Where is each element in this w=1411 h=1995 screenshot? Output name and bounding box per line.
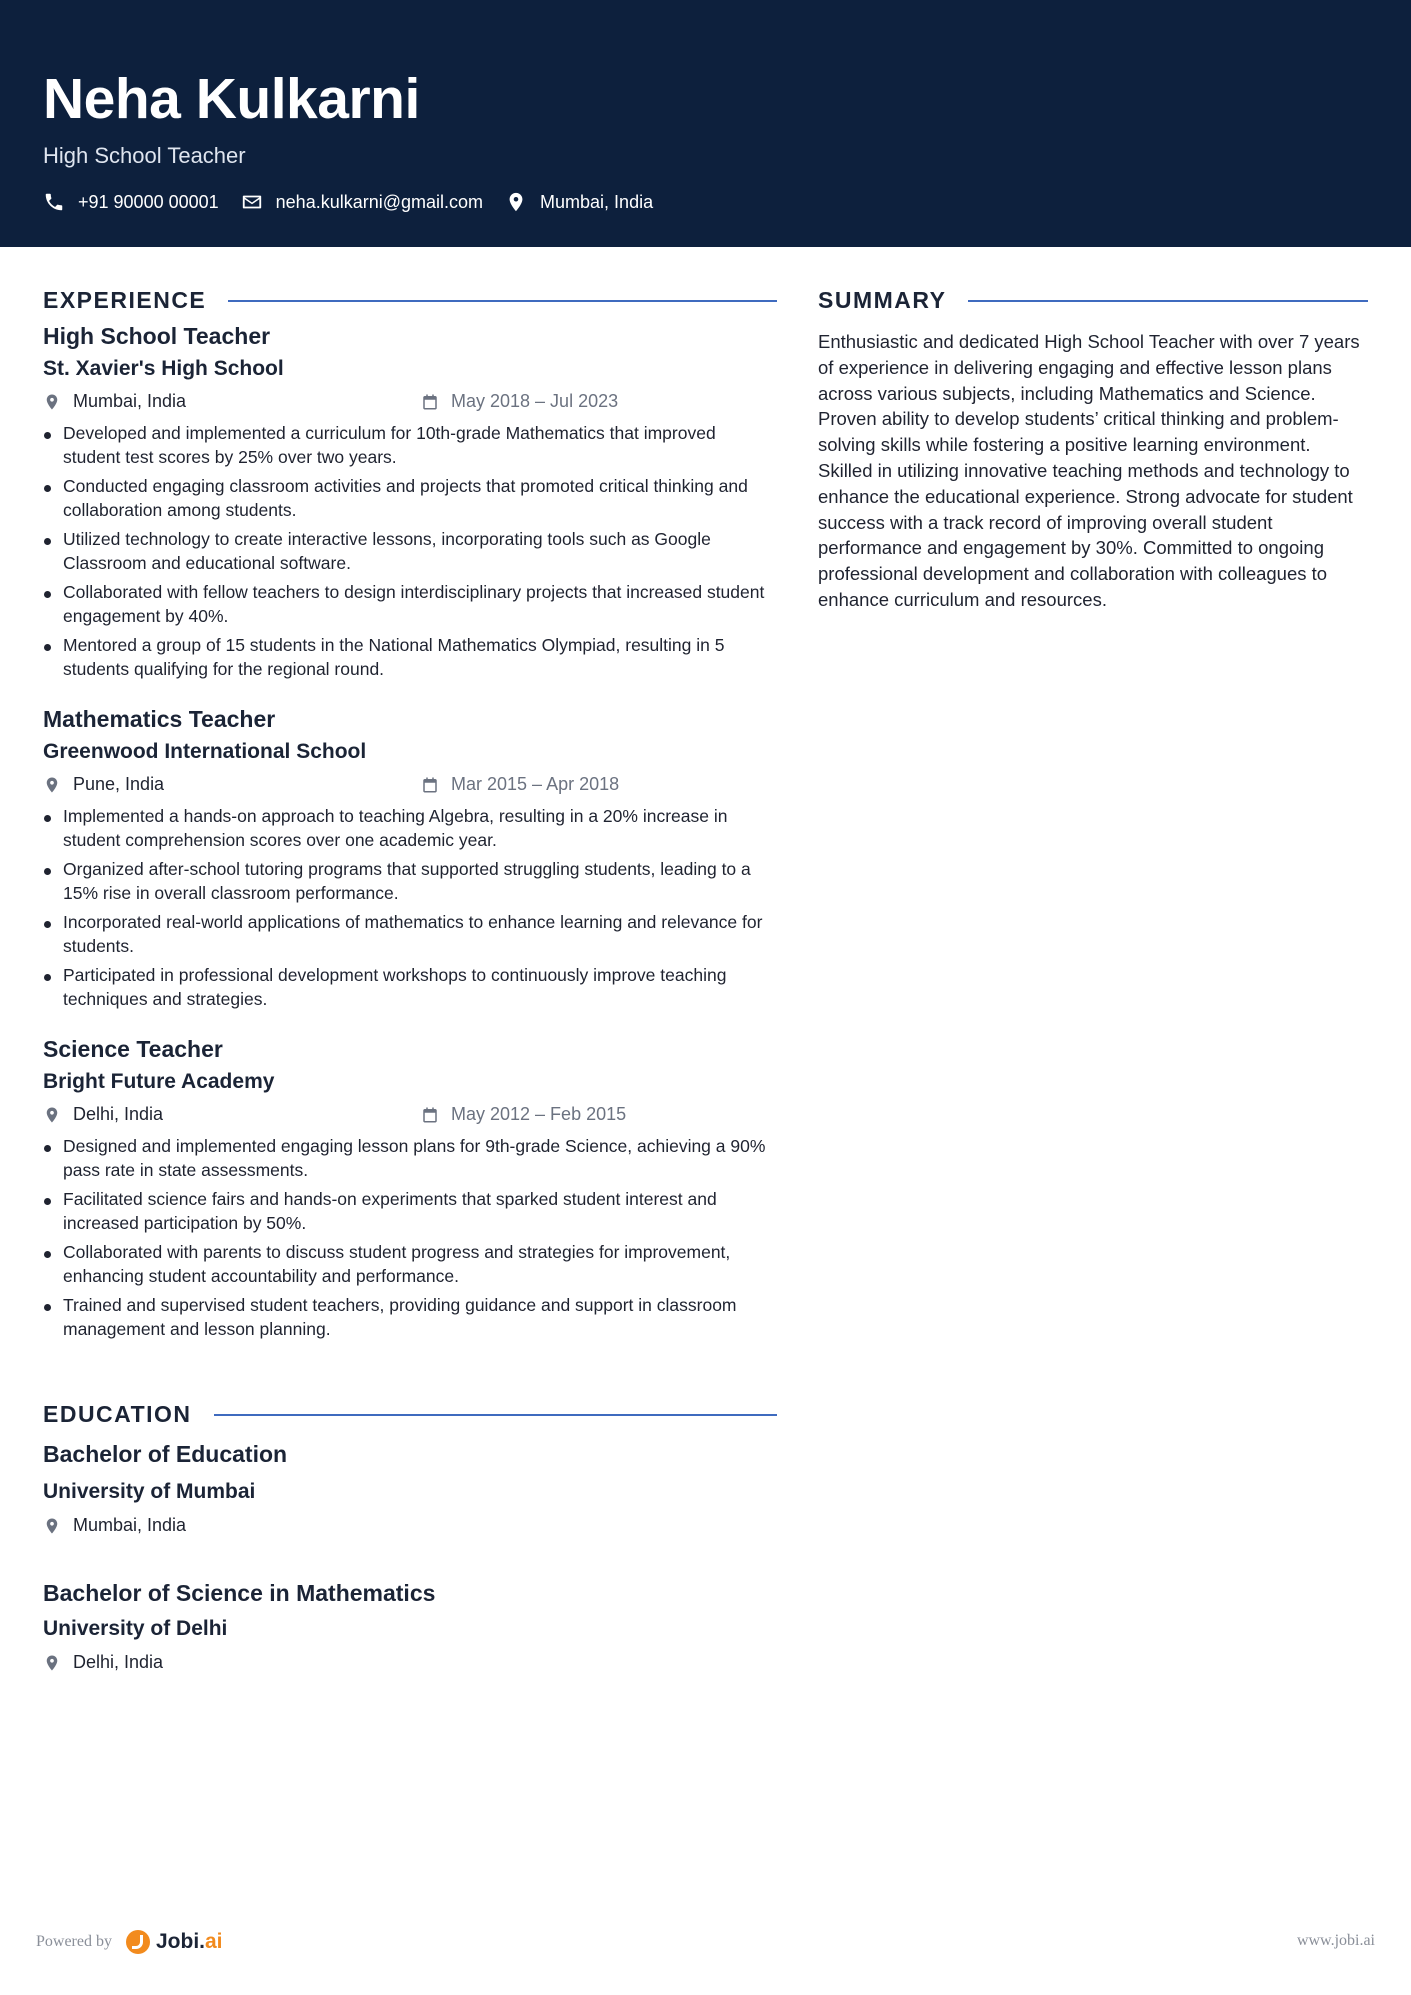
contact-phone [43, 191, 219, 213]
phone-icon [43, 191, 65, 213]
education-location: Mumbai, India [43, 1515, 287, 1536]
bullet-item: Utilized technology to create interactive lessons, incorporating tools such as Google Classroom and educational software. [43, 527, 777, 575]
job-meta [43, 1098, 777, 1134]
job-location: Delhi, India [43, 1104, 163, 1125]
powered-by-text: Powered by [36, 1933, 112, 1950]
job-dates: May 2018 – Jul 2023 [421, 391, 618, 412]
experience-section-heading [43, 287, 777, 314]
calendar-icon [421, 1106, 439, 1124]
education-institution: University of Delhi [43, 1617, 228, 1640]
email-address: neha.kulkarni@gmail.com [275, 191, 484, 212]
education-institution: University of Mumbai [43, 1480, 256, 1503]
map-pin-icon [43, 776, 61, 794]
job-dates: Mar 2015 – Apr 2018 [421, 774, 619, 795]
map-pin-icon [43, 393, 61, 411]
education-degree: Bachelor of Education [43, 1441, 288, 1467]
bullet-item: Conducted engaging classroom activities and projects that promoted critical thinking and collaboration among students. [43, 474, 777, 522]
job-location: Pune, India [43, 774, 164, 795]
candidate-title: High School Teacher [43, 143, 246, 168]
envelope-icon [241, 191, 263, 213]
summary-heading-text: SUMMARY [818, 287, 947, 313]
job-organization: Greenwood International School [43, 740, 367, 763]
job-bullets [43, 421, 777, 681]
bullet-item: Developed and implemented a curriculum for 10th-grade Mathematics that improved student test scores by 25% over two years. [43, 421, 777, 469]
summary-paragraph: Enthusiastic and dedicated High School Teacher with over 7 years of experience in delivering engaging and effective lesson plans across various subjects, including Mathematics and Science. Proven ability to develop students’ critical thinking and problem-solving skills while fostering a positive learning environment. Skilled in utilizing innovative teaching methods and technology to enhance the educational experience. Strong advocate for student success with a track record of improving overall student performance and engagement by 30%. Committed to ongoing professional development and collaboration with colleagues to enhance curriculum and resources. [818, 331, 1360, 610]
map-pin-icon [505, 191, 527, 213]
job-organization: St. Xavier's High School [43, 357, 284, 380]
candidate-name: Neha Kulkarni [43, 67, 420, 131]
job-organization: Bright Future Academy [43, 1070, 275, 1093]
logo-text-accent: ai [205, 1930, 223, 1953]
experience-entry [43, 320, 777, 681]
experience-entry [43, 703, 777, 1011]
website-link[interactable]: www.jobi.ai [1296, 1932, 1375, 1949]
summary-section-heading [818, 287, 1368, 314]
bullet-item: Collaborated with fellow teachers to design interdisciplinary projects that increased student engagement by 40%. [43, 580, 777, 628]
map-pin-icon [43, 1517, 61, 1535]
contact-row [43, 191, 675, 213]
education-entry [43, 1441, 287, 1536]
map-pin-icon [43, 1654, 61, 1672]
resume-header [0, 0, 1411, 247]
logo-text-main: Jobi. [155, 1930, 205, 1953]
education-location: Delhi, India [43, 1652, 435, 1673]
job-bullets [43, 804, 777, 1011]
bullet-item: Facilitated science fairs and hands-on experiments that sparked student interest and increased participation by 50%. [43, 1187, 777, 1235]
jobi-logo-link[interactable] [126, 1930, 223, 1954]
calendar-icon [421, 776, 439, 794]
job-title: Science Teacher [43, 1036, 223, 1062]
bullet-item: Trained and supervised student teachers, providing guidance and support in classroom management and lesson planning. [43, 1293, 777, 1341]
education-heading-text: EDUCATION [43, 1401, 192, 1427]
contact-location [505, 191, 653, 213]
bullet-item: Organized after-school tutoring programs that supported struggling students, leading to a 15% rise in overall classroom performance. [43, 857, 777, 905]
section-divider [214, 1414, 777, 1416]
phone-number: +91 90000 00001 [78, 191, 219, 212]
section-divider [968, 300, 1368, 302]
bullet-item: Collaborated with parents to discuss student progress and strategies for improvement, enhancing student accountability and performance. [43, 1240, 777, 1288]
bullet-item: Implemented a hands-on approach to teaching Algebra, resulting in a 20% increase in student comprehension scores over one academic year. [43, 804, 777, 852]
bullet-item: Designed and implemented engaging lesson plans for 9th-grade Science, achieving a 90% pass rate in state assessments. [43, 1134, 777, 1182]
job-bullets [43, 1134, 777, 1341]
job-meta [43, 768, 777, 804]
map-pin-icon [43, 1106, 61, 1124]
footer-branding [36, 1930, 223, 1954]
job-dates: May 2012 – Feb 2015 [421, 1104, 626, 1125]
job-title: Mathematics Teacher [43, 706, 276, 732]
experience-entry [43, 1033, 777, 1341]
job-location: Mumbai, India [43, 391, 186, 412]
location-text: Mumbai, India [540, 191, 654, 212]
education-degree: Bachelor of Science in Mathematics [43, 1580, 436, 1606]
job-meta [43, 385, 777, 421]
education-entry [43, 1580, 435, 1673]
section-divider [228, 300, 777, 302]
experience-heading-text: EXPERIENCE [43, 287, 207, 313]
jobi-logo-icon [126, 1930, 150, 1954]
bullet-item: Incorporated real-world applications of mathematics to enhance learning and relevance for students. [43, 910, 777, 958]
job-title: High School Teacher [43, 323, 271, 349]
calendar-icon [421, 393, 439, 411]
bullet-item: Participated in professional development workshops to continuously improve teaching techniques and strategies. [43, 963, 777, 1011]
bullet-item: Mentored a group of 15 students in the National Mathematics Olympiad, resulting in 5 students qualifying for the regional round. [43, 633, 777, 681]
contact-email [241, 191, 483, 213]
experience-list [43, 320, 777, 1346]
education-section-heading [43, 1401, 777, 1428]
